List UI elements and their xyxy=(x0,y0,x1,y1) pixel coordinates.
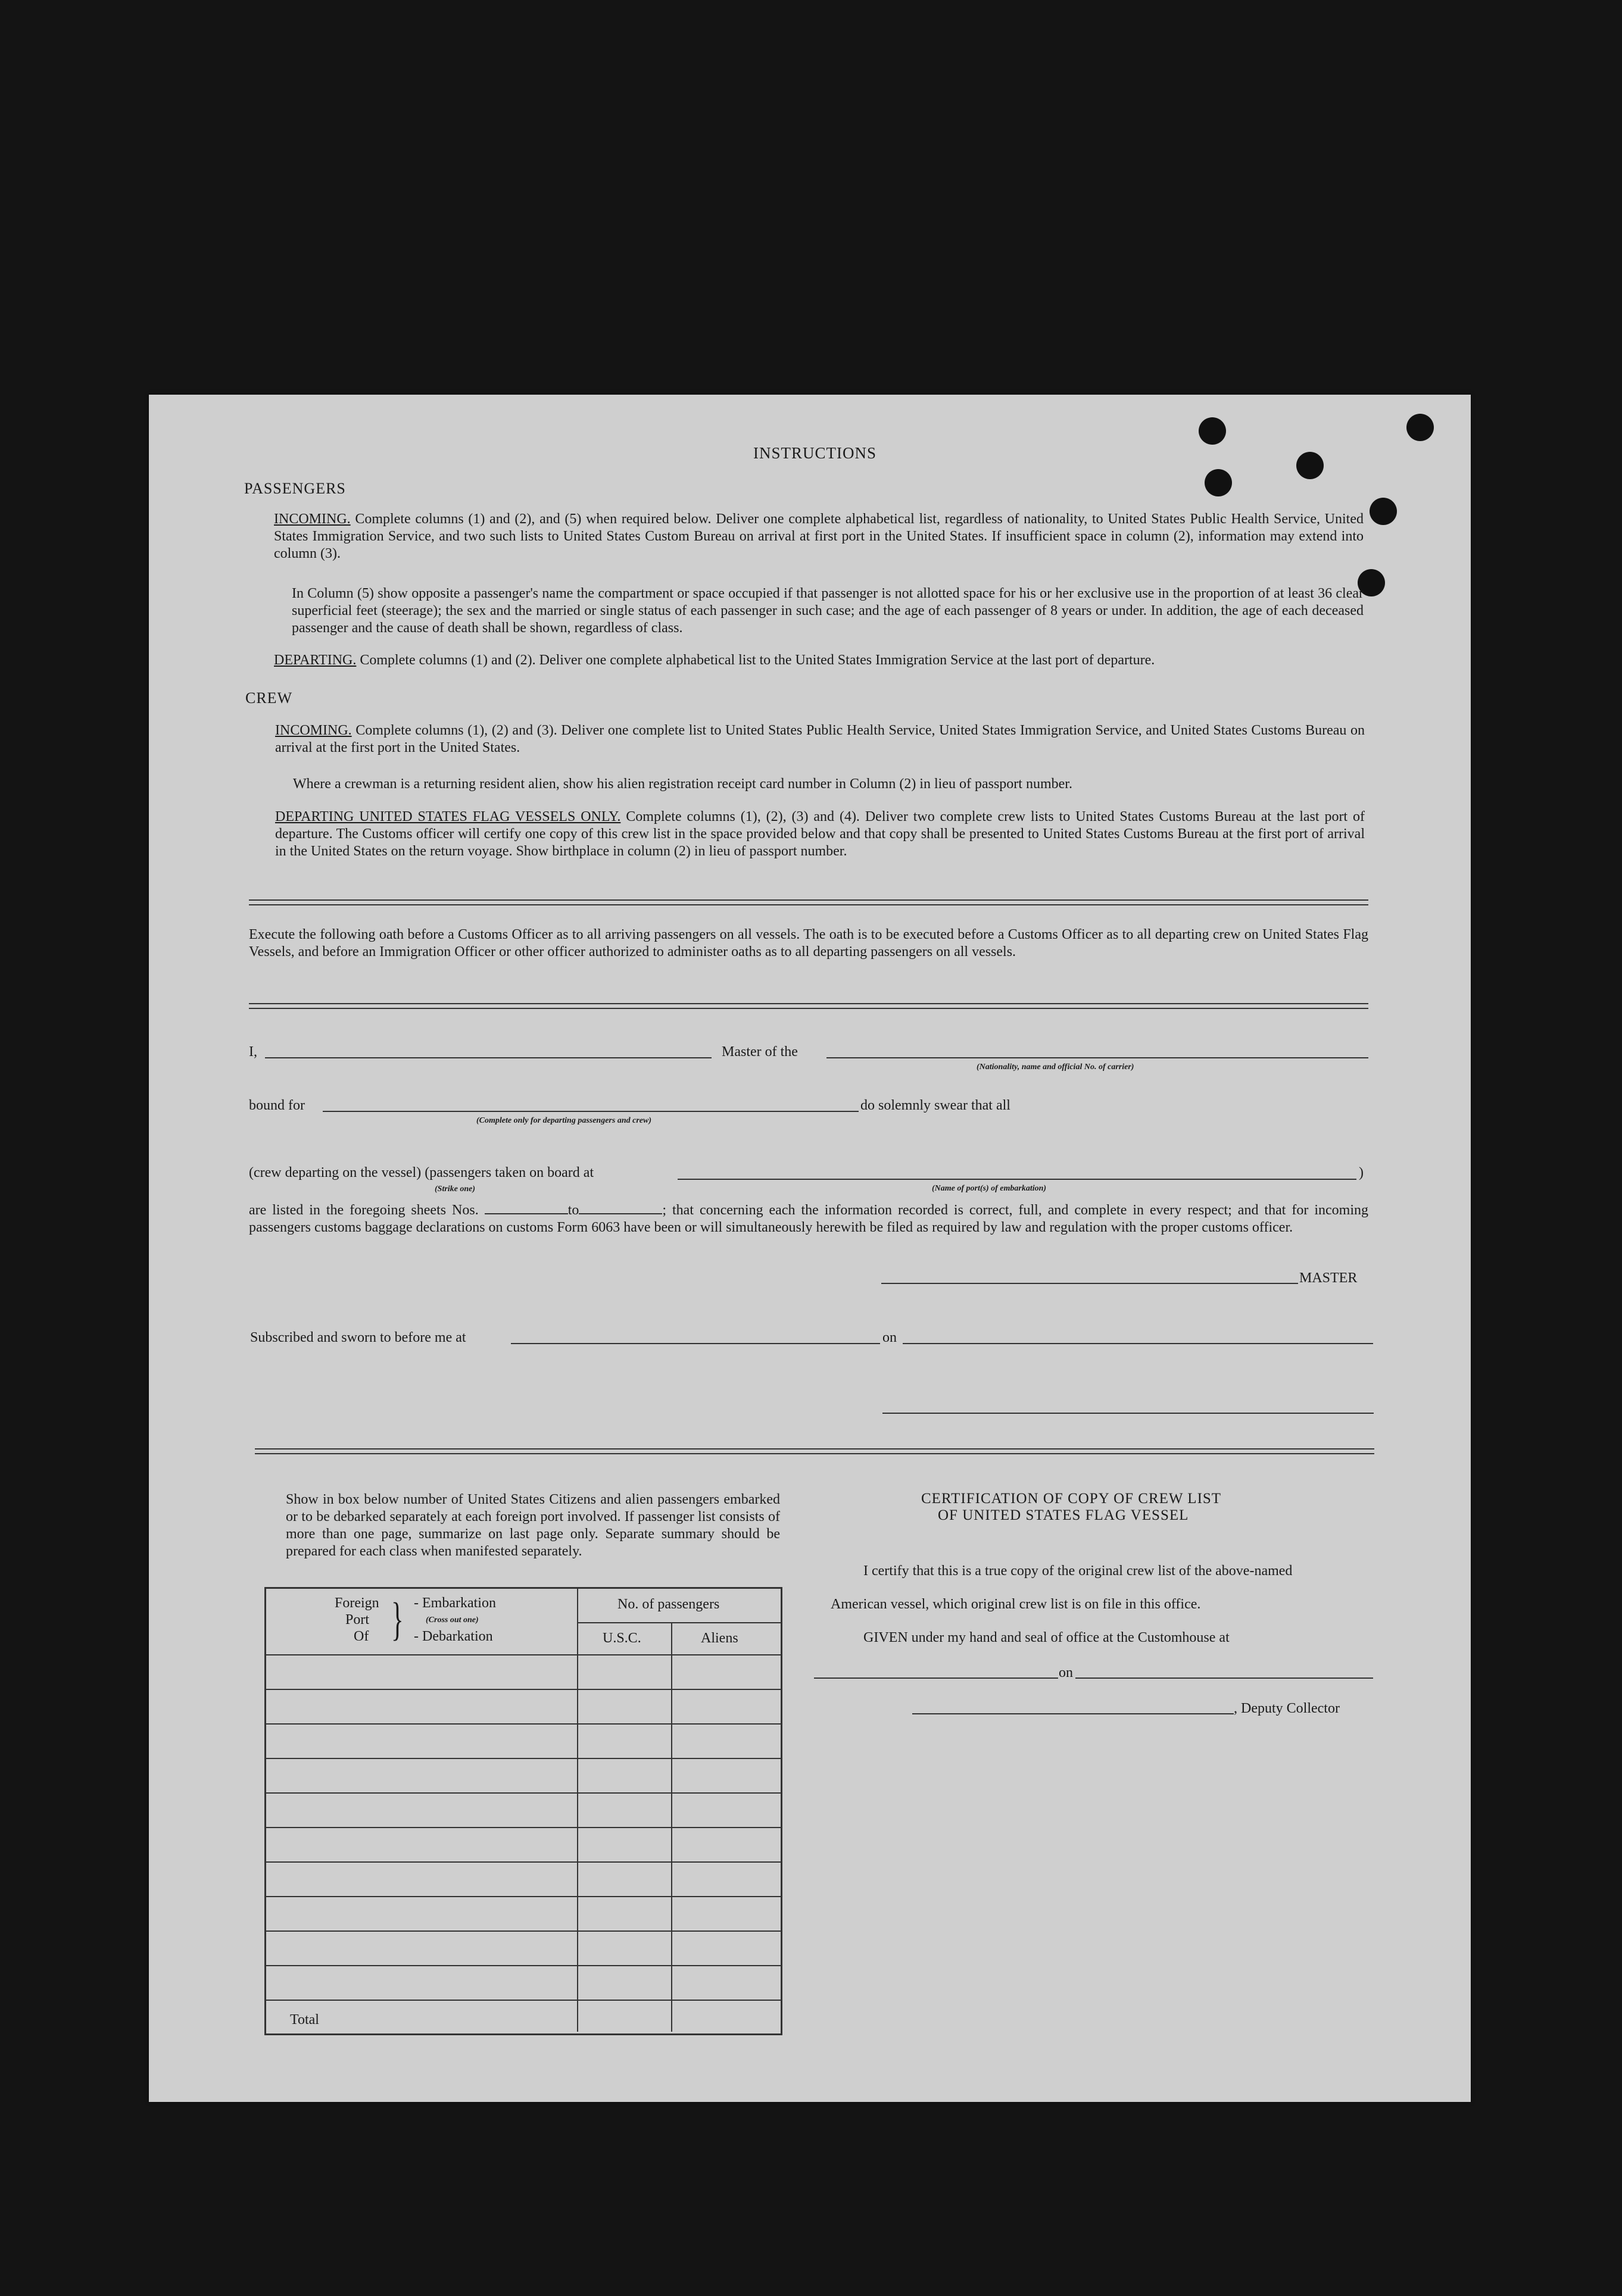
listed-paragraph xyxy=(249,1201,1368,1236)
strike-one-caption: (Strike one) xyxy=(435,1185,476,1194)
table-debarkation-label: - Debarkation xyxy=(414,1629,493,1644)
crew-incoming-paragraph xyxy=(275,722,1365,757)
master-name-field[interactable] xyxy=(265,1057,712,1058)
table-cell-port[interactable] xyxy=(270,1794,573,1826)
section-divider xyxy=(249,1003,1368,1009)
oath-i-label: I, xyxy=(249,1044,257,1060)
table-cell-port[interactable] xyxy=(270,1725,573,1757)
oath-intro-paragraph: Execute the following oath before a Customs Officer as to all arriving passengers on all vessels. The oath is to be executed before a Customs Officer as to all departing crew on United States Flag Vessels, and before an Immigration Officer or other officer authorized to administer oaths as to all departing passengers on all vessels. xyxy=(249,927,1368,960)
table-cell-port[interactable] xyxy=(270,1690,573,1722)
table-cell-usc[interactable] xyxy=(581,1794,667,1826)
table-cell-usc[interactable] xyxy=(581,1759,667,1791)
form-sheet xyxy=(149,395,1471,2102)
table-cell-usc[interactable] xyxy=(581,1966,667,1998)
certification-title-2: OF UNITED STATES FLAG VESSEL xyxy=(938,1507,1189,1523)
table-cross-out-caption: (Cross out one) xyxy=(426,1616,479,1625)
table-aliens-header: Aliens xyxy=(701,1630,738,1646)
brace-icon: } xyxy=(391,1593,404,1645)
table-cell-usc[interactable] xyxy=(581,1863,667,1895)
punch-hole xyxy=(1199,417,1226,445)
nationality-caption: (Nationality, name and official No. of carrier) xyxy=(977,1063,1134,1072)
table-cell-port[interactable] xyxy=(270,1759,573,1791)
master-of-label: Master of the xyxy=(722,1044,798,1060)
table-cell-usc[interactable] xyxy=(581,1690,667,1722)
table-cell-aliens[interactable] xyxy=(675,1759,777,1791)
summary-note xyxy=(256,1491,780,1560)
table-cell-port[interactable] xyxy=(270,1897,573,1929)
subscribed-place-field[interactable] xyxy=(511,1343,880,1344)
table-foreign-label: Foreign xyxy=(335,1595,379,1611)
certification-title-1: CERTIFICATION OF COPY OF CREW LIST xyxy=(921,1491,1222,1507)
passenger-summary-table xyxy=(264,1587,782,2035)
table-row-divider xyxy=(266,2034,781,2035)
passengers-departing-paragraph xyxy=(274,652,1364,669)
certification-on-label: on xyxy=(1059,1665,1073,1680)
passengers-departing-label: DEPARTING. xyxy=(274,652,357,668)
crew-departing-label: DEPARTING UNITED STATES FLAG VESSELS ONLY. xyxy=(275,809,621,824)
deputy-signature-field[interactable] xyxy=(912,1713,1234,1714)
page-title: INSTRUCTIONS xyxy=(753,444,877,462)
crew-heading: CREW xyxy=(245,689,293,707)
crew-departing-paragraph xyxy=(275,808,1365,860)
master-signature-field[interactable] xyxy=(881,1283,1298,1284)
table-port-label: Port xyxy=(345,1612,370,1627)
table-cell-aliens[interactable] xyxy=(675,1690,777,1722)
section-divider xyxy=(249,899,1368,905)
table-cell-aliens[interactable] xyxy=(675,1897,777,1929)
listed-to-label: to xyxy=(567,1202,579,1218)
bound-for-label: bound for xyxy=(249,1098,305,1113)
embarkation-port-field[interactable] xyxy=(678,1179,1356,1180)
punch-hole xyxy=(1370,498,1397,525)
bound-for-field[interactable] xyxy=(323,1111,859,1112)
subscribed-on-label: on xyxy=(882,1330,897,1345)
table-cell-aliens[interactable] xyxy=(675,1828,777,1860)
certify-line-2: American vessel, which original crew list is on file in this office. xyxy=(831,1597,1201,1612)
table-cell-port[interactable] xyxy=(270,1828,573,1860)
customhouse-place-field[interactable] xyxy=(814,1678,1058,1679)
table-cell-port[interactable] xyxy=(270,1966,573,1998)
table-cell-aliens[interactable] xyxy=(675,1966,777,1998)
table-cell-aliens[interactable] xyxy=(675,1932,777,1964)
crew-departing-text: Complete columns (1), (2), (3) and (4). Deliver two complete crew lists to United States Customs Bureau at the last port of departure. The Customs officer will certify one copy of this crew list in the space provided below and that copy shall be presented to United States Customs Bureau at the first port of arrival in the United States on the return voyage. Show birthplace in column (2) in lieu of passport number. xyxy=(275,809,1365,859)
table-cell-port[interactable] xyxy=(270,1932,573,1964)
table-of-label: Of xyxy=(354,1629,369,1644)
table-cell-usc[interactable] xyxy=(581,1932,667,1964)
crew-incoming-text: Complete columns (1), (2) and (3). Deliver one complete list to United States Public Health Service, United States Immigration Service, and United States Customs Bureau on arrival at the first port in the United States. xyxy=(275,723,1365,755)
master-label: MASTER xyxy=(1299,1270,1358,1286)
carrier-field[interactable] xyxy=(826,1057,1368,1058)
table-cell-usc[interactable] xyxy=(581,1828,667,1860)
table-cell-aliens[interactable] xyxy=(675,2001,777,2033)
subscribed-date-field[interactable] xyxy=(903,1343,1373,1344)
subscribed-label: Subscribed and sworn to before me at xyxy=(250,1330,466,1345)
crew-resident-paragraph: Where a crewman is a returning resident alien, show his alien registration receipt card number in Column (2) in lieu of passport number. xyxy=(293,776,1072,792)
crew-departing-label-line: (crew departing on the vessel) (passengers taken on board at xyxy=(249,1165,594,1180)
table-total-label: Total xyxy=(290,2012,319,2028)
table-cell-aliens[interactable] xyxy=(675,1863,777,1895)
passengers-heading: PASSENGERS xyxy=(244,480,346,497)
table-embarkation-label: - Embarkation xyxy=(414,1595,496,1611)
table-cell-aliens[interactable] xyxy=(675,1725,777,1757)
bound-for-caption: (Complete only for departing passengers and crew) xyxy=(476,1116,651,1125)
table-cell-usc[interactable] xyxy=(581,1897,667,1929)
certification-date-field[interactable] xyxy=(1075,1678,1373,1679)
table-cell-aliens[interactable] xyxy=(675,1655,777,1688)
passengers-incoming-label: INCOMING. xyxy=(274,511,351,527)
swear-label: do solemnly swear that all xyxy=(860,1098,1010,1113)
passengers-incoming-paragraph xyxy=(274,511,1364,563)
sheet-to-field[interactable] xyxy=(579,1201,662,1214)
passengers-departing-text: Complete columns (1) and (2). Deliver one complete alphabetical list to the United States Immigration Service at the last port of departure. xyxy=(356,652,1155,668)
table-usc-header: U.S.C. xyxy=(603,1630,641,1646)
close-paren: ) xyxy=(1359,1165,1364,1180)
table-cell-usc[interactable] xyxy=(581,1725,667,1757)
table-cell-aliens[interactable] xyxy=(675,1794,777,1826)
port-caption: (Name of port(s) of embarkation) xyxy=(932,1184,1047,1193)
summary-note-text: Show in box below number of United States Citizens and alien passengers embarked or to be debarked separately at each foreign port involved. If passenger list consists of more than one page, summarize on last page only. Separate summary should be prepared for each class when manifested separately. xyxy=(286,1492,780,1559)
section-divider xyxy=(255,1448,1374,1454)
passengers-incoming-text: Complete columns (1) and (2), and (5) when required below. Deliver one complete alphabetical list, regardless of nationality, to United States Public Health Service, United States Immigration Service, and two such lists to United States Custom Bureau on arrival at first port in the United States. If insufficient space in column (2), information may extend into column (3). xyxy=(274,511,1364,561)
punch-hole xyxy=(1296,452,1324,479)
certify-line-1: I certify that this is a true copy of the original crew list of the above-named xyxy=(863,1563,1293,1579)
punch-hole xyxy=(1205,469,1232,496)
table-cell-usc[interactable] xyxy=(581,1655,667,1688)
table-cell-port[interactable] xyxy=(270,1863,573,1895)
table-divider xyxy=(577,1622,781,1623)
deputy-collector-label: , Deputy Collector xyxy=(1234,1701,1340,1716)
listed-text-a: are listed in the foregoing sheets Nos. xyxy=(249,1202,479,1218)
crew-incoming-label: INCOMING. xyxy=(275,723,352,738)
sheet-from-field[interactable] xyxy=(485,1201,568,1214)
table-cell-port[interactable] xyxy=(270,1655,573,1688)
officer-signature-field[interactable] xyxy=(882,1413,1374,1414)
punch-hole xyxy=(1406,414,1434,441)
table-cell-usc[interactable] xyxy=(581,2001,667,2033)
given-line: GIVEN under my hand and seal of office at the Customhouse at xyxy=(863,1630,1230,1645)
passengers-column5-paragraph: In Column (5) show opposite a passenger's name the compartment or space occupied if that passenger is not allotted space for his or her exclusive use in the proportion of at least 36 clear superficial feet (steerage); the sex and the married or single status of each passenger in such case; and the age of each passenger of 8 years or under. In addition, the age of each deceased passenger and the cause of death shall be shown, regardless of class. xyxy=(292,586,1364,636)
table-no-of-passengers-header: No. of passengers xyxy=(617,1597,720,1612)
listed-text-b: ; that concerning each the information recorded is correct, full, and complete in every respect; and that for incoming passengers customs baggage declarations on customs Form 6063 have been or will simultaneously herewith be filed as required by law and regulation with the proper customs officer. xyxy=(249,1202,1368,1235)
